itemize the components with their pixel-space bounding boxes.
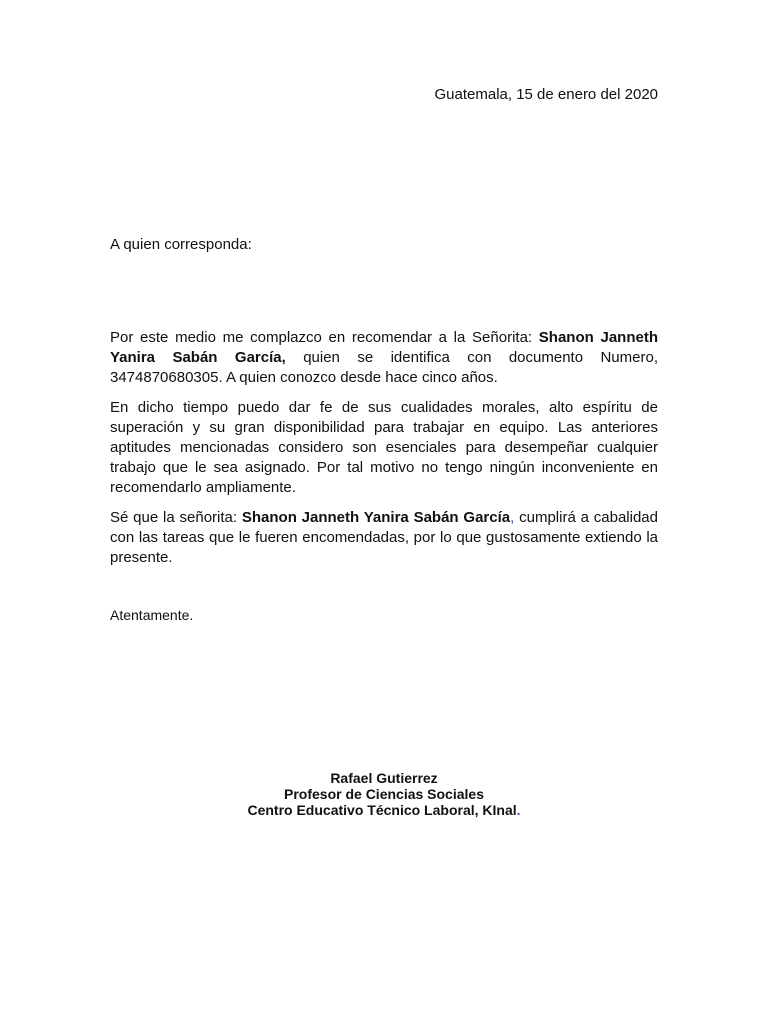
comma-mark: ,: [510, 509, 515, 526]
conclusion-text: cumplirá a cabalidad con las tareas que le fueren encomendadas, por lo que gustosamente extiendo la presente.: [110, 509, 658, 566]
intro-id-text: quien se identifica con documento Numero, 3474870680305. A quien conozco desde hace cinco años.: [110, 349, 658, 386]
candidate-name: Shanon Janneth Yanira Sabán García,: [110, 329, 658, 366]
signer-name: Rafael Gutierrez: [330, 770, 438, 786]
paragraph-introduction: [110, 328, 658, 388]
letter-date: Guatemala, 15 de enero del 2020: [434, 86, 658, 103]
salutation: A quien corresponda:: [110, 236, 252, 253]
period-mark: .: [516, 802, 521, 818]
closing-text: Atentamente.: [110, 607, 194, 623]
signature-block: [0, 770, 768, 818]
paragraph-conclusion: [110, 508, 658, 568]
intro-text: Por este medio me complazco en recomendar a la Señorita:: [110, 329, 539, 346]
signer-title: Profesor de Ciencias Sociales: [284, 786, 484, 802]
signer-institution: Centro Educativo Técnico Laboral, KInal: [247, 802, 517, 818]
signer-institution-line: [0, 802, 768, 818]
conclusion-intro-text: Sé que la señorita:: [110, 509, 242, 526]
candidate-name: Shanon Janneth Yanira Sabán García: [241, 509, 511, 526]
paragraph-qualities: En dicho tiempo puedo dar fe de sus cualidades morales, alto espíritu de superación y su gran disponibilidad para trabajar en equipo. Las anteriores aptitudes mencionadas considero son esenciales para desempeñar cualquier trabajo que le sea asignado. Por tal motivo no tengo ningún inconveniente en recomendarlo ampliamente.: [110, 399, 658, 496]
